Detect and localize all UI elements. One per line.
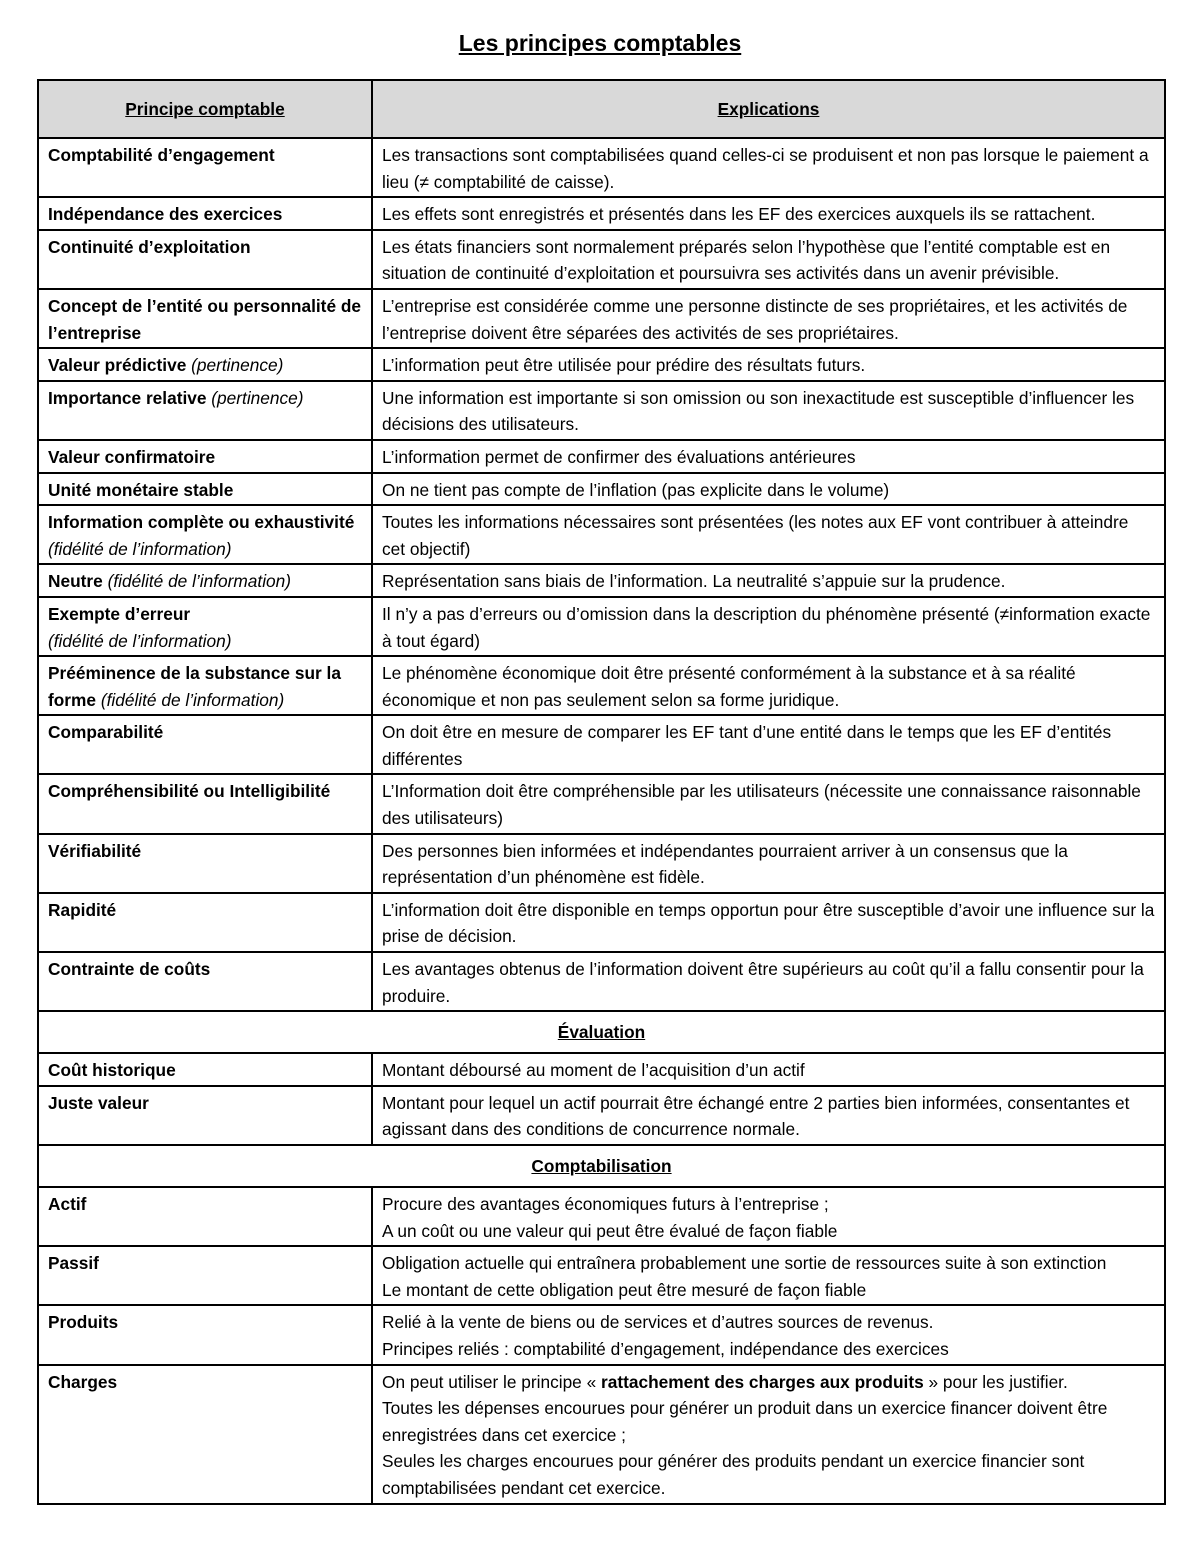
explanation-line: Toutes les dépenses encourues pour générer un produit dans un exercice financer doivent être enregistrées dans cet exercice ;	[382, 1398, 1108, 1445]
explanation-cell	[372, 1086, 1165, 1145]
table-row	[38, 505, 1165, 564]
principle-name: Neutre	[48, 571, 103, 592]
principle-name: Compréhensibilité ou Intelligibilité	[48, 781, 331, 802]
table-row	[38, 1086, 1165, 1145]
table-row	[38, 952, 1165, 1011]
principle-cell	[38, 230, 372, 289]
table-row	[38, 473, 1165, 506]
principle-name: Exempte d’erreur	[48, 603, 191, 624]
explanation-cell	[372, 656, 1165, 715]
principle-cell	[38, 1305, 372, 1364]
explanation-line: Une information est importante si son omission ou son inexactitude est susceptible d’influencer les décisions des utilisateurs.	[382, 387, 1135, 435]
principle-cell	[38, 289, 372, 348]
explanation-line: Toutes les informations nécessaires sont présentées (les notes aux EF vont contribuer à atteindre cet objectif)	[382, 512, 1129, 559]
principle-cell	[38, 656, 372, 715]
principle-qualifier: (fidélité de l’information)	[48, 538, 232, 559]
column-header-principle: Principe comptable	[38, 80, 372, 138]
explanation-line: L’Information doit être compréhensible par les utilisateurs (nécessite une connaissance raisonnable des utilisateurs)	[382, 781, 1141, 829]
explanation-cell	[372, 1246, 1165, 1305]
principle-name: Rapidité	[48, 899, 117, 920]
explanation-cell	[372, 138, 1165, 197]
principle-cell	[38, 381, 372, 440]
principle-name: Prééminence de la substance sur la forme	[48, 663, 341, 710]
explanation-cell	[372, 381, 1165, 440]
principle-cell	[38, 473, 372, 506]
principle-qualifier: (fidélité de l’information)	[100, 689, 285, 710]
explanation-line: On doit être en mesure de comparer les EF tant d’une entité dans le temps que les EF d’entités différentes	[382, 722, 1112, 769]
explanation-line: L’information doit être disponible en temps opportun pour être susceptible d’avoir une influence sur la prise de décision.	[382, 899, 1155, 947]
explanation-cell	[372, 473, 1165, 506]
section-title: Évaluation	[38, 1011, 1165, 1053]
explanation-line: L’entreprise est considérée comme une personne distincte de ses propriétaires, et les activités de l’entreprise doivent être séparées des activités de ses propriétaires.	[382, 295, 1128, 343]
explanation-cell	[372, 197, 1165, 230]
principles-table	[37, 79, 1166, 1505]
explanation-line: Principes reliés : comptabilité d’engagement, indépendance des exercices	[382, 1338, 949, 1359]
explanation-line: Montant déboursé au moment de l’acquisition d’un actif	[382, 1060, 805, 1081]
explanation-cell	[372, 440, 1165, 473]
principle-cell	[38, 440, 372, 473]
principle-name: Continuité d’exploitation	[48, 236, 251, 257]
principle-name: Juste valeur	[48, 1092, 149, 1113]
table-row	[38, 381, 1165, 440]
table-row	[38, 597, 1165, 656]
table-row	[38, 289, 1165, 348]
explanation-line: Le montant de cette obligation peut être mesuré de façon fiable	[382, 1279, 867, 1300]
explanation-line: Les avantages obtenus de l’information doivent être supérieurs au coût qu’il a fallu consentir pour la produire.	[382, 959, 1144, 1006]
principle-name: Comptabilité d’engagement	[48, 145, 275, 165]
principle-name: Valeur prédictive	[48, 355, 187, 376]
table-row	[38, 834, 1165, 893]
page-title: Les principes comptables	[458, 30, 742, 56]
table-row	[38, 138, 1165, 197]
principle-cell	[38, 1365, 372, 1504]
principle-cell	[38, 893, 372, 952]
principle-name: Actif	[48, 1194, 87, 1214]
explanation-line: Les effets sont enregistrés et présentés dans les EF des exercices auxquels ils se rattachent.	[382, 204, 1096, 225]
principle-name: Charges	[48, 1371, 118, 1392]
table-row	[38, 893, 1165, 952]
principle-cell	[38, 952, 372, 1011]
table-row	[38, 1305, 1165, 1364]
explanation-cell	[372, 774, 1165, 833]
principle-qualifier: (pertinence)	[211, 387, 304, 408]
explanation-cell	[372, 348, 1165, 381]
principle-cell	[38, 1187, 372, 1246]
explanation-cell	[372, 597, 1165, 656]
principle-name: Information complète ou exhaustivité	[48, 512, 355, 533]
principle-name: Contrainte de coûts	[48, 959, 211, 980]
table-row	[38, 774, 1165, 833]
principle-cell	[38, 138, 372, 197]
explanation-cell	[372, 952, 1165, 1011]
explanation-line: On peut utiliser le principe « rattachement des charges aux produits » pour les justifier.	[382, 1371, 1068, 1392]
principle-qualifier: (fidélité de l’information)	[48, 630, 232, 651]
explanation-cell	[372, 1365, 1165, 1504]
explanation-cell	[372, 1305, 1165, 1364]
explanation-line: Montant pour lequel un actif pourrait être échangé entre 2 parties bien informées, consentantes et agissant dans des conditions de concurrence normale.	[382, 1092, 1130, 1140]
principle-name: Unité monétaire stable	[48, 479, 234, 500]
principle-qualifier: (fidélité de l’information)	[107, 571, 292, 592]
table-row	[38, 1187, 1165, 1246]
principle-cell	[38, 1246, 372, 1305]
explanation-cell	[372, 230, 1165, 289]
principle-name: Concept de l’entité ou personnalité de l’entreprise	[48, 295, 362, 343]
explanation-line: On ne tient pas compte de l’inflation (pas explicite dans le volume)	[382, 479, 890, 500]
table-row	[38, 440, 1165, 473]
explanation-cell	[372, 564, 1165, 597]
table-row	[38, 564, 1165, 597]
table-row	[38, 1053, 1165, 1086]
explanation-line: Les transactions sont comptabilisées quand celles-ci se produisent et non pas lorsque le paiement a lieu (≠ comptabilité de caisse).	[382, 145, 1149, 192]
explanation-line: Seules les charges encourues pour générer des produits pendant un exercice financier sont comptabilisées pendant cet exercice.	[382, 1451, 1085, 1498]
explanation-line: L’information peut être utilisée pour prédire des résultats futurs.	[382, 355, 866, 376]
column-header-explanation: Explications	[372, 80, 1165, 138]
principle-name: Indépendance des exercices	[48, 204, 283, 225]
principle-name: Importance relative	[48, 387, 207, 408]
principle-cell	[38, 597, 372, 656]
explanation-cell	[372, 1053, 1165, 1086]
principle-cell	[38, 564, 372, 597]
principle-cell	[38, 505, 372, 564]
emphasized-term: rattachement des charges aux produits	[601, 1371, 924, 1392]
section-header-row	[38, 1011, 1165, 1053]
explanation-line: A un coût ou une valeur qui peut être évalué de façon fiable	[382, 1220, 838, 1241]
explanation-line: Relié à la vente de biens ou de services et d’autres sources de revenus.	[382, 1312, 934, 1333]
table-row	[38, 230, 1165, 289]
explanation-cell	[372, 289, 1165, 348]
explanation-line: Il n’y a pas d’erreurs ou d’omission dans la description du phénomène présenté (≠information exacte à tout égard)	[382, 603, 1151, 651]
explanation-line: Représentation sans biais de l’information. La neutralité s’appuie sur la prudence.	[382, 571, 1006, 592]
table-row	[38, 197, 1165, 230]
explanation-line: Des personnes bien informées et indépendantes pourraient arriver à un consensus que la représentation d’un phénomène est fidèle.	[382, 840, 1068, 888]
table-row	[38, 348, 1165, 381]
explanation-cell	[372, 834, 1165, 893]
explanation-cell	[372, 1187, 1165, 1246]
principle-name: Coût historique	[48, 1060, 176, 1081]
explanation-line: Obligation actuelle qui entraînera probablement une sortie de ressources suite à son extinction	[382, 1253, 1107, 1274]
principle-cell	[38, 197, 372, 230]
principle-name: Produits	[48, 1312, 119, 1333]
explanation-cell	[372, 715, 1165, 774]
table-header-row	[38, 80, 1165, 138]
principle-cell	[38, 774, 372, 833]
explanation-line: Les états financiers sont normalement préparés selon l’hypothèse que l’entité comptable est en situation de continuité d’exploitation et poursuivra ses activités dans un avenir prévisible.	[382, 236, 1111, 284]
table-row	[38, 656, 1165, 715]
principle-cell	[38, 1053, 372, 1086]
explanation-line: Procure des avantages économiques futurs à l’entreprise ;	[382, 1194, 829, 1214]
table-row	[38, 715, 1165, 774]
section-title: Comptabilisation	[38, 1145, 1165, 1187]
principle-name: Comparabilité	[48, 722, 164, 743]
principle-name: Passif	[48, 1253, 99, 1274]
explanation-line: Le phénomène économique doit être présenté conformément à la substance et à sa réalité économique et non pas seulement selon sa forme juridique.	[382, 663, 1076, 710]
explanation-cell	[372, 505, 1165, 564]
section-header-row	[38, 1145, 1165, 1187]
principle-name: Vérifiabilité	[48, 840, 142, 861]
table-row	[38, 1365, 1165, 1504]
principle-name: Valeur confirmatoire	[48, 446, 216, 467]
principle-cell	[38, 715, 372, 774]
principle-cell	[38, 1086, 372, 1145]
principle-qualifier: (pertinence)	[191, 355, 284, 376]
explanation-line: L’information permet de confirmer des évaluations antérieures	[382, 446, 856, 467]
table-row	[38, 1246, 1165, 1305]
principle-cell	[38, 834, 372, 893]
explanation-cell	[372, 893, 1165, 952]
principle-cell	[38, 348, 372, 381]
